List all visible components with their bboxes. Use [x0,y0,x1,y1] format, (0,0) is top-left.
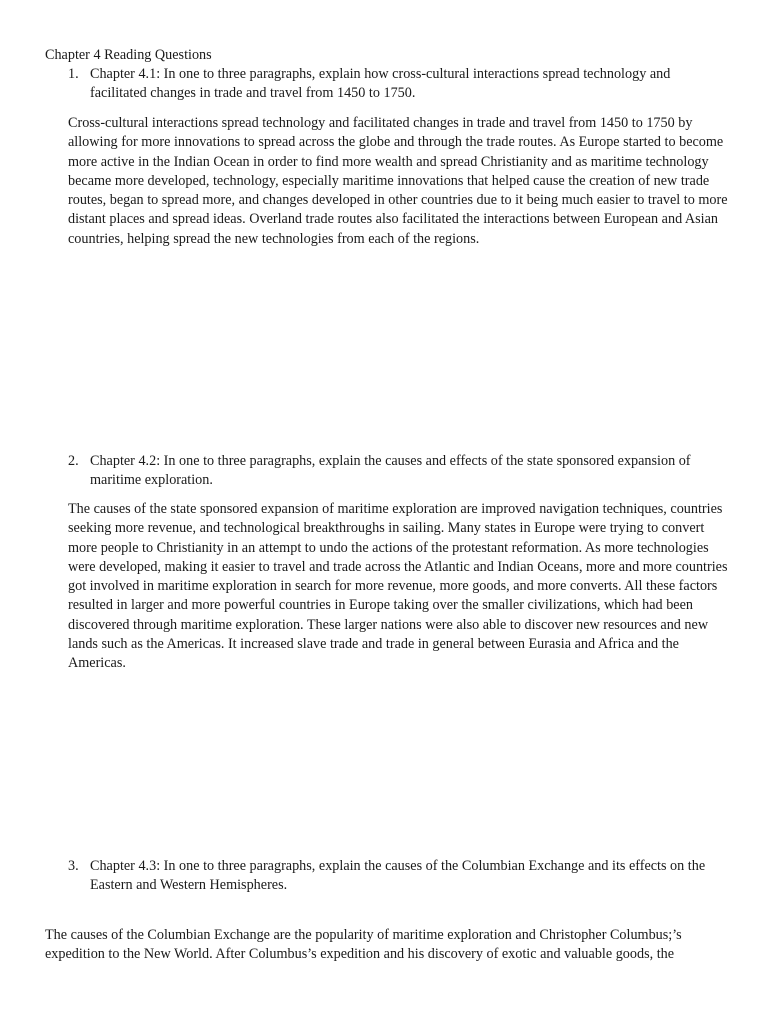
question-number: 2. [68,453,79,469]
answer-2: The causes of the state sponsored expansion of maritime exploration are improved navigation techniques, countries seeking more revenue, and technological breakthroughs in sailing. Many states in Europe were trying to convert more people to Christianity in an attempt to undo the actions of the protestant reformation. As more technologies were developed, making it easier to travel and trade across the Atlantic and Indian Oceans, more and more countries got involved in maritime exploration in search for more revenue, more goods, and more converts. All these factors resulted in larger and more powerful countries in Europe taking over the smaller civilizations, which had been discovered through maritime exploration. These larger nations were also able to discover new resources and new lands such as the Americas. It increased slave trade and trade in general between Eurasia and Africa and the Americas. [68,501,728,672]
question-prompt: Chapter 4.3: In one to three paragraphs, explain the causes of the Columbian Exchange and its effects on the Eastern and Western Hemispheres. [90,858,706,894]
question-3 [68,857,728,896]
question-2 [68,452,728,491]
question-number: 3. [68,858,79,874]
question-1 [68,65,728,104]
answer-1: Cross-cultural interactions spread technology and facilitated changes in trade and travel from 1450 to 1750 by allowing for more innovations to spread across the globe and through the trade routes. As Europe started to become more active in the Indian Ocean in order to find more wealth and spread Christianity and as maritime technology became more developed, technology, especially maritime innovations that helped cause the creation of new trade routes, began to spread more, and changes developed in other countries due to it being much easier to travel to more distant places and spread ideas. Overland trade routes also facilitated the interactions between European and Asian countries, helping spread the new technologies from each of the regions. [68,115,728,247]
question-prompt: Chapter 4.2: In one to three paragraphs, explain the causes and effects of the state sponsored expansion of maritime exploration. [90,453,691,489]
answer-3: The causes of the Columbian Exchange are the popularity of maritime exploration and Christopher Columbus;’s expedition to the New World. After Columbus’s expedition and his discovery of exotic and valuable goods, the [45,927,682,963]
question-prompt: Chapter 4.1: In one to three paragraphs, explain how cross-cultural interactions spread technology and facilitated changes in trade and travel from 1450 to 1750. [90,66,671,102]
document-title: Chapter 4 Reading Questions [45,47,212,63]
question-number: 1. [68,66,79,82]
